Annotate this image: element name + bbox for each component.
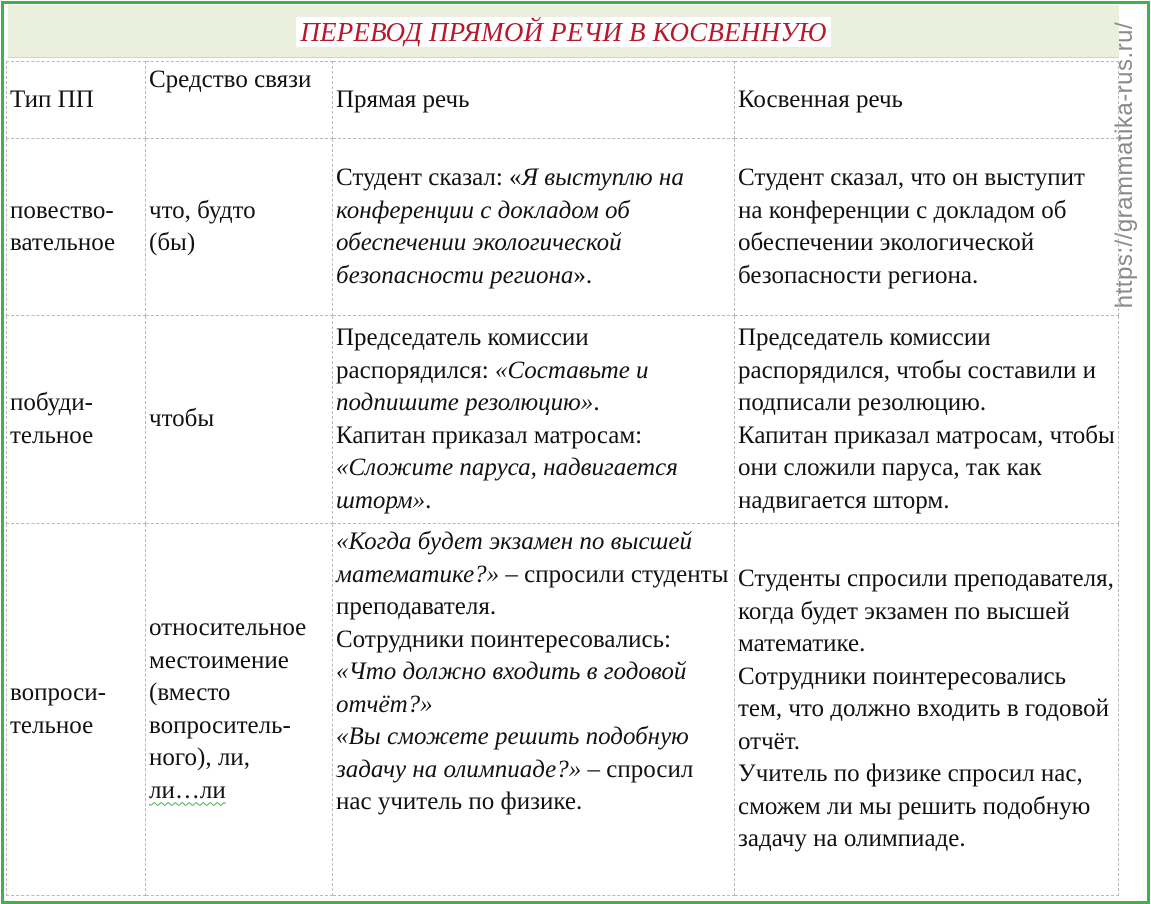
means-line: чтобы <box>149 405 215 433</box>
means-line: ли…ли <box>149 776 226 804</box>
cell-indirect <box>735 524 1119 896</box>
type-line: вопроси- <box>10 679 106 706</box>
type-line: вательное <box>10 229 116 256</box>
header-type: Тип ПП <box>7 62 146 139</box>
cell-indirect <box>735 316 1119 524</box>
type-line: тельное <box>10 421 94 449</box>
cell-type <box>7 524 146 896</box>
indirect-sentence: Сотрудники поинтересовались тем, что должно входить в годовой отчёт. <box>738 662 1110 755</box>
table-row <box>7 139 1119 316</box>
means-line: местоимение <box>149 646 289 674</box>
indirect-sentence: Студенты спросили преподавателя, когда будет экзамен по высшей математике. <box>738 565 1114 658</box>
cell-means <box>146 524 333 896</box>
indirect-sentence: Учитель по физике спросил нас, сможем ли мы решить подобную задачу на олимпиаде. <box>738 760 1091 853</box>
type-line: тельное <box>10 711 94 739</box>
header-means: Средство связи <box>146 62 333 139</box>
speech-table <box>6 61 1119 896</box>
header-row <box>7 62 1119 139</box>
direct-sentence: Капитан приказал матросам: «Сложите паруса, надвигается шторм». <box>336 421 678 514</box>
indirect-sentence: Студент сказал, что он выступит на конференции с докладом об обеспечении экологической безопасности региона. <box>738 164 1085 289</box>
cell-means <box>146 139 333 316</box>
means-line: относительное <box>149 614 307 641</box>
table-row <box>7 524 1119 896</box>
cell-direct <box>333 316 735 524</box>
direct-sentence: «Когда будет экзамен по высшей математике?» – спросили студенты преподавателя. <box>336 528 729 620</box>
indirect-sentence: Председатель комиссии распорядился, чтобы составили и подписали резолюцию. <box>738 324 1096 416</box>
header-indirect: Косвенная речь <box>735 62 1119 139</box>
cell-type <box>7 316 146 524</box>
cell-type <box>7 139 146 316</box>
means-line: (вместо <box>149 679 231 706</box>
cell-direct <box>333 524 735 896</box>
direct-sentence: Сотрудники поинтересовались: «Что должно входить в годовой отчёт?» <box>336 625 687 718</box>
direct-sentence: Студент сказал: «Я выступлю на конференции с докладом об обеспечении экологической безопасности региона». <box>336 164 684 289</box>
watermark-text: https://grammatika-rus.ru/ <box>1111 21 1138 309</box>
means-line: вопроситель- <box>149 711 291 739</box>
header-direct: Прямая речь <box>333 62 735 139</box>
cell-direct <box>333 139 735 316</box>
title-band <box>8 5 1119 58</box>
direct-sentence: Председатель комиссии распорядился: «Составьте и подпишите резолюцию». <box>336 324 649 416</box>
table-row <box>7 316 1119 524</box>
indirect-sentence: Капитан приказал матросам, чтобы они сложили паруса, так как надвигается шторм. <box>738 421 1115 514</box>
cell-means <box>146 316 333 524</box>
page-title: ПЕРЕВОД ПРЯМОЙ РЕЧИ В КОСВЕННУЮ <box>8 17 1119 48</box>
cell-indirect <box>735 139 1119 316</box>
means-line: что, будто <box>149 196 256 224</box>
means-line: (бы) <box>149 229 196 256</box>
direct-sentence: «Вы сможете решить подобную задачу на олимпиаде?» – спросил нас учитель по физике. <box>336 723 694 815</box>
means-line: ного), ли, <box>149 744 250 771</box>
type-line: побуди- <box>10 389 93 416</box>
type-line: повество- <box>10 196 114 224</box>
